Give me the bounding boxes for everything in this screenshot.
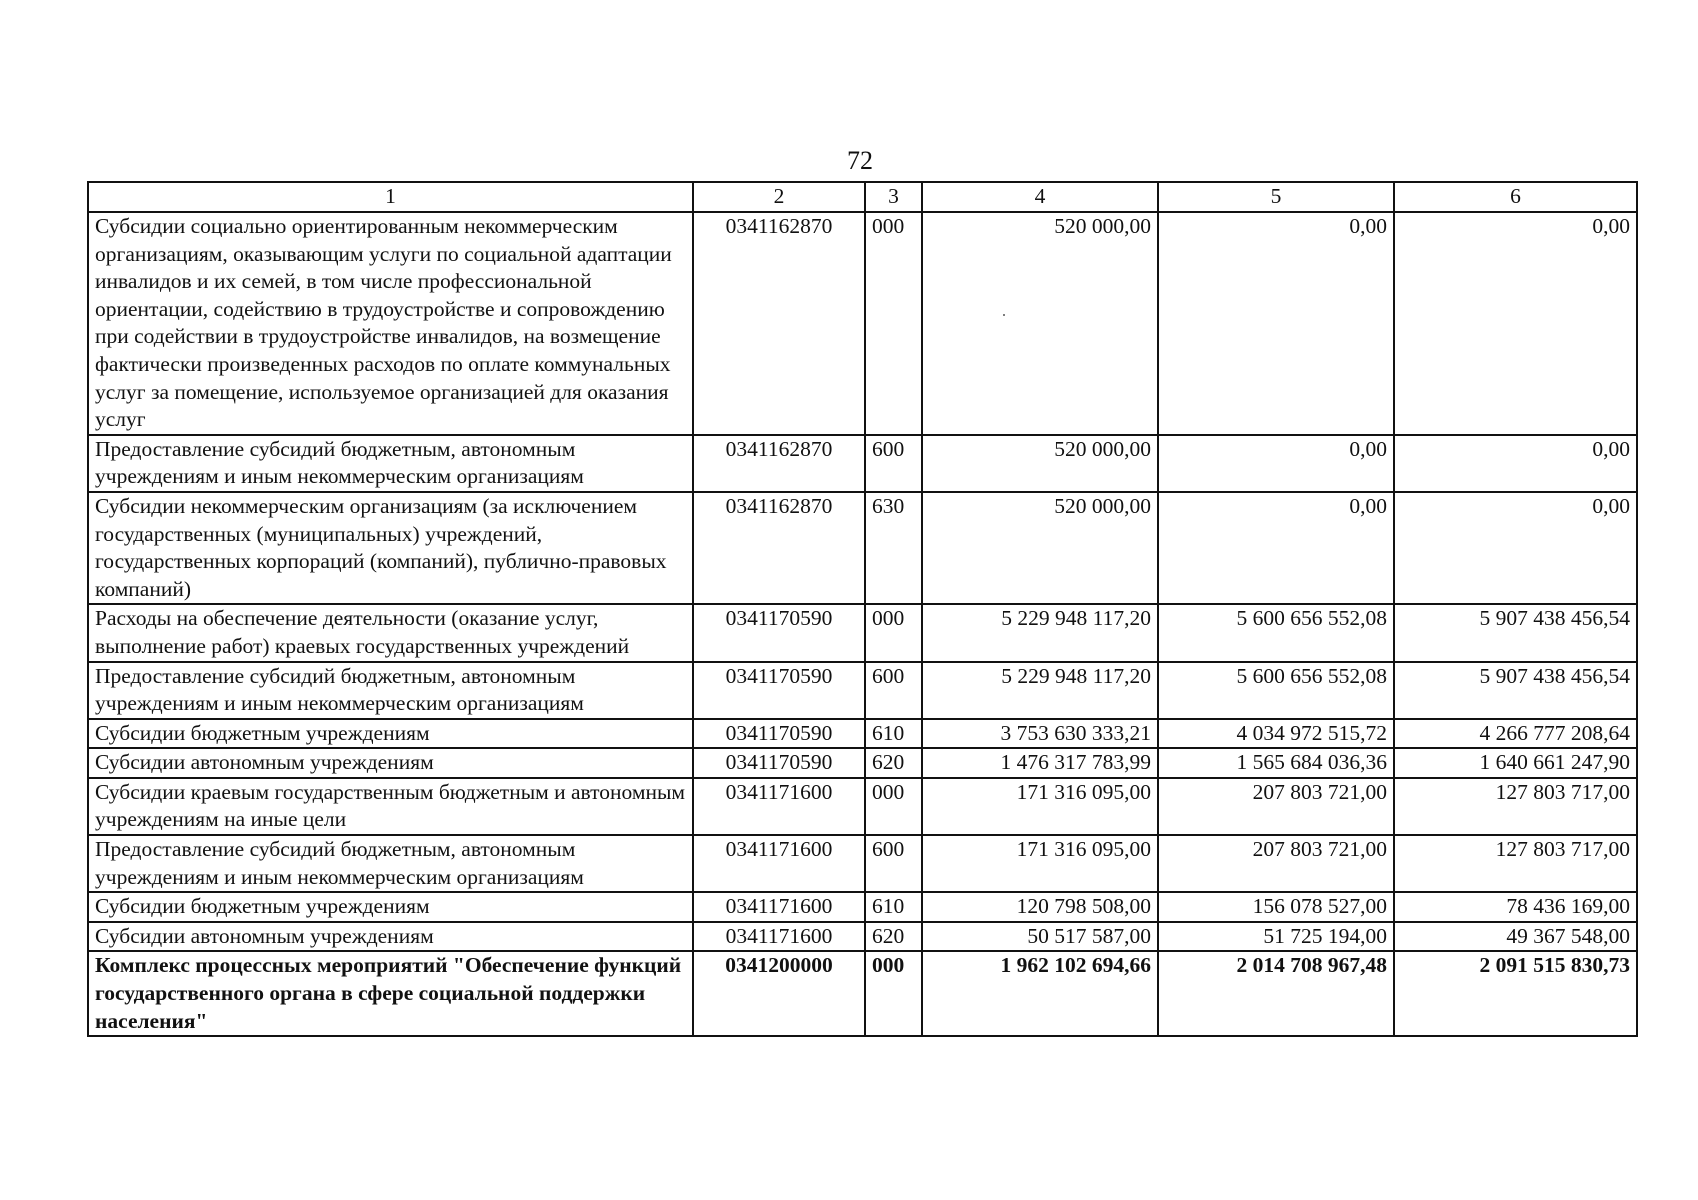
amount-col6-cell: 1 640 661 247,90 bbox=[1394, 748, 1637, 778]
table-row bbox=[88, 951, 1637, 1036]
amount-col6-cell: 2 091 515 830,73 bbox=[1394, 951, 1637, 1036]
table-row bbox=[88, 662, 1637, 719]
target-code-cell: 0341162870 bbox=[693, 212, 865, 435]
expense-type-cell: 610 bbox=[865, 892, 922, 922]
amount-col5-cell: 4 034 972 515,72 bbox=[1158, 719, 1394, 749]
expense-type-cell: 620 bbox=[865, 748, 922, 778]
amount-col5-cell: 2 014 708 967,48 bbox=[1158, 951, 1394, 1036]
target-code-cell: 0341170590 bbox=[693, 662, 865, 719]
row-name-cell: Субсидии краевым государственным бюджетным и автономным учреждениям на иные цели bbox=[88, 778, 693, 835]
expense-type-cell: 620 bbox=[865, 922, 922, 952]
target-code-cell: 0341171600 bbox=[693, 778, 865, 835]
budget-table bbox=[87, 181, 1638, 1037]
expense-type-cell: 000 bbox=[865, 212, 922, 435]
expense-type-cell: 000 bbox=[865, 604, 922, 661]
table-row bbox=[88, 892, 1637, 922]
row-name-cell: Предоставление субсидий бюджетным, автономным учреждениям и иным некоммерческим организациям bbox=[88, 662, 693, 719]
amount-col4-cell: 3 753 630 333,21 bbox=[922, 719, 1158, 749]
row-name-cell: Субсидии автономным учреждениям bbox=[88, 748, 693, 778]
column-header-5: 5 bbox=[1158, 182, 1394, 212]
amount-col6-cell: 5 907 438 456,54 bbox=[1394, 662, 1637, 719]
column-header-2: 2 bbox=[693, 182, 865, 212]
header-row bbox=[88, 182, 1637, 212]
column-header-1: 1 bbox=[88, 182, 693, 212]
target-code-cell: 0341162870 bbox=[693, 492, 865, 604]
column-header-6: 6 bbox=[1394, 182, 1637, 212]
amount-col6-cell: 127 803 717,00 bbox=[1394, 835, 1637, 892]
table-body bbox=[88, 212, 1637, 1036]
amount-col4-cell: 50 517 587,00 bbox=[922, 922, 1158, 952]
row-name-cell: Субсидии социально ориентированным некоммерческим организациям, оказывающим услуги по социальной адаптации инвалидов и их семей, в том числе профессиональной ориентации, содействию в трудоустройстве и сопровождению при содействии в трудоустройстве инвалидов, на возмещение фактически произведенных расходов по оплате коммунальных услуг за помещение, используемое организацией для оказания услуг bbox=[88, 212, 693, 435]
page-number: 72 bbox=[847, 146, 873, 175]
expense-type-cell: 600 bbox=[865, 435, 922, 492]
amount-col5-cell: 1 565 684 036,36 bbox=[1158, 748, 1394, 778]
amount-col4-cell: 520 000,00 bbox=[922, 435, 1158, 492]
amount-col4-cell: 1 962 102 694,66 bbox=[922, 951, 1158, 1036]
table-row bbox=[88, 492, 1637, 604]
target-code-cell: 0341162870 bbox=[693, 435, 865, 492]
table-header bbox=[88, 182, 1637, 212]
table-row bbox=[88, 604, 1637, 661]
amount-col5-cell: 0,00 bbox=[1158, 492, 1394, 604]
row-name-cell: Расходы на обеспечение деятельности (оказание услуг, выполнение работ) краевых государственных учреждений bbox=[88, 604, 693, 661]
amount-col5-cell: 5 600 656 552,08 bbox=[1158, 604, 1394, 661]
table-row bbox=[88, 748, 1637, 778]
row-name-cell: Предоставление субсидий бюджетным, автономным учреждениям и иным некоммерческим организациям bbox=[88, 835, 693, 892]
row-name-cell: Субсидии автономным учреждениям bbox=[88, 922, 693, 952]
amount-col5-cell: 207 803 721,00 bbox=[1158, 778, 1394, 835]
expense-type-cell: 610 bbox=[865, 719, 922, 749]
table-row bbox=[88, 719, 1637, 749]
amount-col6-cell: 5 907 438 456,54 bbox=[1394, 604, 1637, 661]
table-row bbox=[88, 778, 1637, 835]
amount-col5-cell: 5 600 656 552,08 bbox=[1158, 662, 1394, 719]
amount-col6-cell: 0,00 bbox=[1394, 492, 1637, 604]
row-name-cell: Субсидии бюджетным учреждениям bbox=[88, 719, 693, 749]
amount-col6-cell: 49 367 548,00 bbox=[1394, 922, 1637, 952]
target-code-cell: 0341170590 bbox=[693, 604, 865, 661]
amount-col4-cell: 5 229 948 117,20 bbox=[922, 662, 1158, 719]
column-header-4: 4 bbox=[922, 182, 1158, 212]
amount-col5-cell: 0,00 bbox=[1158, 212, 1394, 435]
target-code-cell: 0341171600 bbox=[693, 892, 865, 922]
target-code-cell: 0341170590 bbox=[693, 748, 865, 778]
expense-type-cell: 600 bbox=[865, 835, 922, 892]
amount-col4-cell: 171 316 095,00 bbox=[922, 835, 1158, 892]
amount-col4-cell: 5 229 948 117,20 bbox=[922, 604, 1158, 661]
row-name-cell: Субсидии бюджетным учреждениям bbox=[88, 892, 693, 922]
amount-col5-cell: 0,00 bbox=[1158, 435, 1394, 492]
target-code-cell: 0341171600 bbox=[693, 922, 865, 952]
target-code-cell: 0341200000 bbox=[693, 951, 865, 1036]
amount-col5-cell: 156 078 527,00 bbox=[1158, 892, 1394, 922]
amount-col5-cell: 207 803 721,00 bbox=[1158, 835, 1394, 892]
amount-col6-cell: 0,00 bbox=[1394, 435, 1637, 492]
target-code-cell: 0341170590 bbox=[693, 719, 865, 749]
amount-col4-cell: 171 316 095,00 bbox=[922, 778, 1158, 835]
expense-type-cell: 600 bbox=[865, 662, 922, 719]
expense-type-cell: 630 bbox=[865, 492, 922, 604]
target-code-cell: 0341171600 bbox=[693, 835, 865, 892]
amount-col5-cell: 51 725 194,00 bbox=[1158, 922, 1394, 952]
table-row bbox=[88, 435, 1637, 492]
amount-col4-cell: 520 000,00 bbox=[922, 492, 1158, 604]
table-row bbox=[88, 835, 1637, 892]
expense-type-cell: 000 bbox=[865, 951, 922, 1036]
column-header-3: 3 bbox=[865, 182, 922, 212]
amount-col6-cell: 4 266 777 208,64 bbox=[1394, 719, 1637, 749]
amount-col6-cell: 0,00 bbox=[1394, 212, 1637, 435]
row-name-cell: Субсидии некоммерческим организациям (за исключением государственных (муниципальных) учреждений, государственных корпораций (компаний), публично-правовых компаний) bbox=[88, 492, 693, 604]
expense-type-cell: 000 bbox=[865, 778, 922, 835]
row-name-cell: Комплекс процессных мероприятий "Обеспечение функций государственного органа в сфере социальной поддержки населения" bbox=[88, 951, 693, 1036]
table-row bbox=[88, 922, 1637, 952]
amount-col4-cell: 1 476 317 783,99 bbox=[922, 748, 1158, 778]
table-row bbox=[88, 212, 1637, 435]
row-name-cell: Предоставление субсидий бюджетным, автономным учреждениям и иным некоммерческим организациям bbox=[88, 435, 693, 492]
amount-col4-cell: 120 798 508,00 bbox=[922, 892, 1158, 922]
amount-col4-cell: 520 000,00 bbox=[922, 212, 1158, 435]
amount-col6-cell: 127 803 717,00 bbox=[1394, 778, 1637, 835]
amount-col6-cell: 78 436 169,00 bbox=[1394, 892, 1637, 922]
